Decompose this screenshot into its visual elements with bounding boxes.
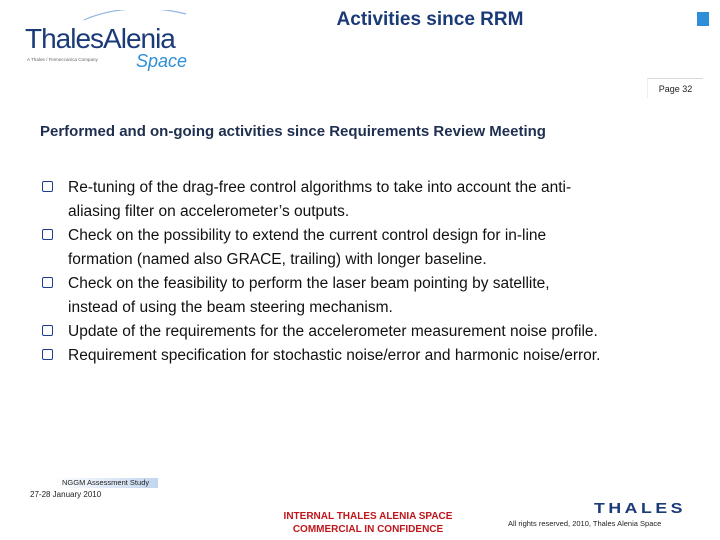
footer-gradient-bar [30,478,158,488]
bullet-item [42,224,702,272]
checkbox-icon [42,277,53,288]
corner-accent-mark [697,12,709,26]
bullet-text: Check on the feasibility to perform the laser beam pointing by satellite, [68,275,550,292]
confidentiality-line-2: COMMERCIAL IN CONFIDENCE [292,524,444,535]
thales-wordmark: THALES [594,500,686,514]
logo-wordmark: ThalesAlenia [25,23,175,54]
bullet-text-continued: formation (named also GRACE, trailing) with longer baseline. [68,251,487,268]
bullet-item [42,272,702,320]
checkbox-icon [42,325,53,336]
thales-alenia-space-logo [24,10,194,72]
slide-subtitle: Performed and on-going activities since Requirements Review Meeting [40,123,546,140]
copyright-notice: All rights reserved, 2010, Thales Alenia Space [508,519,662,528]
bullet-text: Check on the possibility to extend the current control design for in-line [68,227,547,244]
logo-tagline: A Thales / Finmeccanica Company [27,57,98,62]
confidentiality-notice [268,510,468,536]
bullet-item [42,320,702,344]
bullet-text: Requirement specification for stochastic noise/error and harmonic noise/error. [68,347,601,364]
slide-title: Activities since RRM [336,9,524,30]
study-name: NGGM Assessment Study [62,478,150,487]
bullet-list [42,176,702,368]
footer-study-block [30,478,158,501]
bullet-text: Update of the requirements for the accelerometer measurement noise profile. [68,323,598,340]
checkbox-icon [42,229,53,240]
bullet-item [42,176,702,224]
bullet-text-continued: aliasing filter on accelerometer’s outputs. [68,203,350,220]
page-number: Page 32 [647,78,703,98]
bullet-item [42,344,702,368]
checkbox-icon [42,181,53,192]
bullet-text: Re-tuning of the drag-free control algorithms to take into account the anti- [68,179,572,196]
thales-logo [594,500,687,514]
confidentiality-line-1: INTERNAL THALES ALENIA SPACE [283,511,453,522]
meeting-date: 27-28 January 2010 [30,490,102,499]
logo-space: Space [136,51,188,71]
checkbox-icon [42,349,53,360]
bullet-text-continued: instead of using the beam steering mechanism. [68,299,393,316]
